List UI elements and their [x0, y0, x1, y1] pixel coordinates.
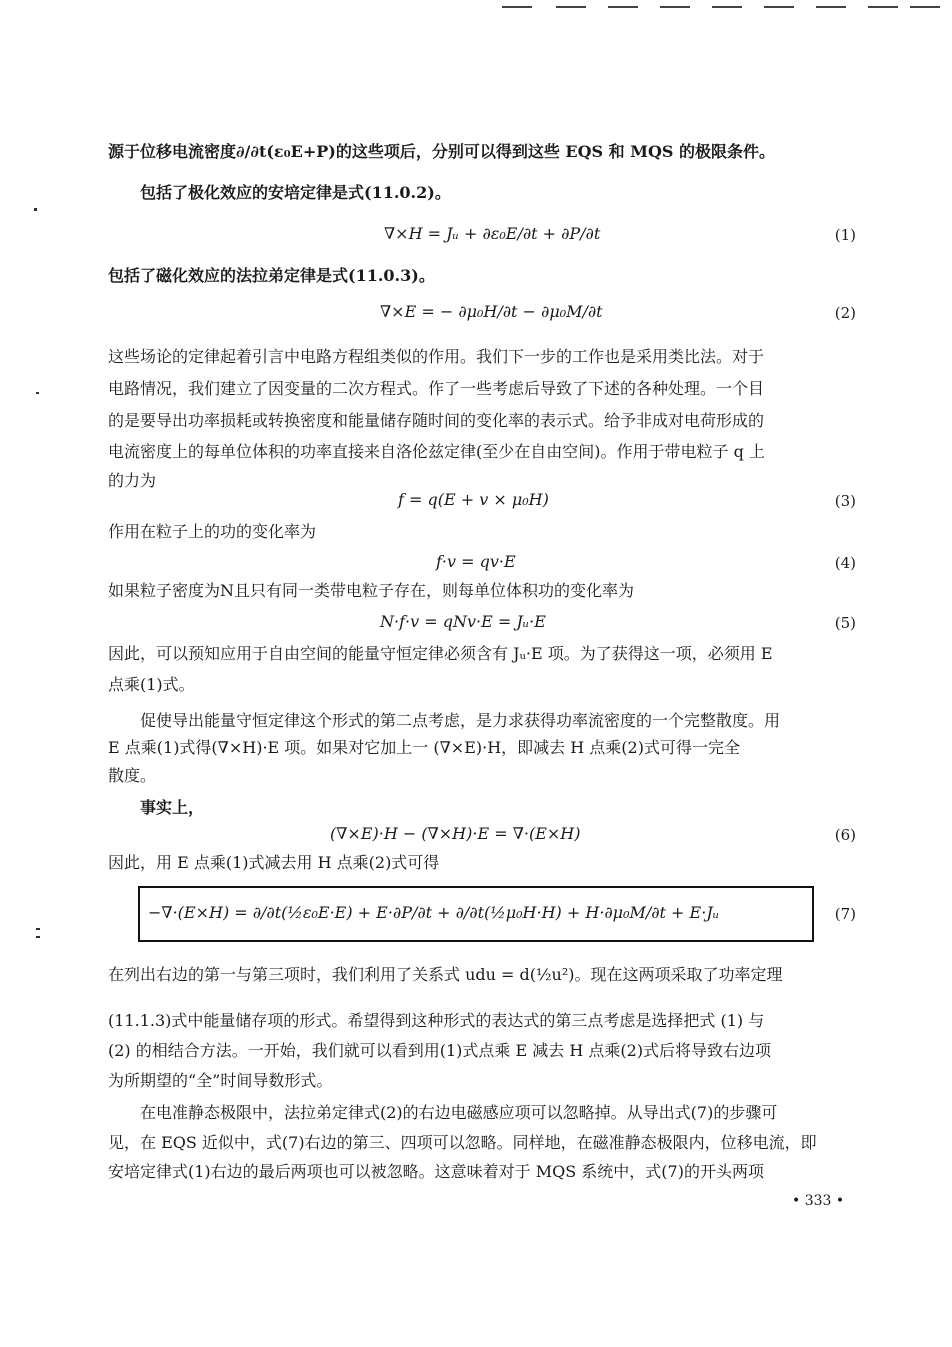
text-line: 电路情况，我们建立了因变量的二次方程式。作了一些考虑后导致了下述的各种处理。一个目: [108, 379, 765, 398]
text-line: 点乘(1)式。: [108, 675, 195, 694]
page-number: • 333 •: [792, 1193, 845, 1209]
text-line: 在电准静态极限中，法拉弟定律式(2)的右边电磁感应项可以忽略掉。从导出式(7)的步骤可: [140, 1103, 778, 1122]
text-line: 事实上，: [140, 798, 205, 817]
text-line: 的是要导出功率损耗或转换密度和能量储存随时间的变化率的表示式。给予非成对电荷形成的: [108, 411, 765, 430]
text-line: E 点乘(1)式得(∇×H)·E 项。如果对它加上一 (∇×E)·H，即减去 H 点乘(2)式可得一完全: [108, 738, 740, 757]
text-line: 包括了磁化效应的法拉弟定律是式(11.0.3)。: [108, 266, 435, 285]
equation-number: (1): [834, 226, 856, 244]
text-line: 如果粒子密度为N且只有同一类带电粒子存在，则每单位体积功的变化率为: [108, 581, 635, 600]
text-line: 促使导出能量守恒定律这个形式的第二点考虑，是力求获得功率流密度的一个完整散度。用: [140, 711, 781, 730]
equation-number: (3): [834, 492, 856, 510]
scan-speck: [36, 928, 40, 930]
equation-number: (6): [834, 826, 856, 844]
equation-number: (5): [834, 614, 856, 632]
text-line: 在列出右边的第一与第三项时，我们利用了关系式 udu = d(½u²)。现在这两项采取了功率定理: [108, 965, 783, 984]
equation: ∇×E = − ∂μ₀H/∂t − ∂μ₀M/∂t: [380, 302, 603, 321]
text-line: 安培定律式(1)右边的最后两项也可以被忽略。这意味着对于 MQS 系统中，式(7)的开头两项: [108, 1162, 764, 1181]
text-line: 见，在 EQS 近似中，式(7)右边的第三、四项可以忽略。同样地，在磁准静态极限内，位移电流，即: [108, 1133, 817, 1152]
equation: (∇×E)·H − (∇×H)·E = ∇·(E×H): [330, 824, 581, 843]
equation: ∇×H = Jᵤ + ∂ε₀E/∂t + ∂P/∂t: [384, 224, 601, 243]
equation-number: (4): [834, 554, 856, 572]
text-line: 包括了极化效应的安培定律是式(11.0.2)。: [140, 183, 451, 202]
text-line: 散度。: [108, 766, 157, 785]
text-line: 源于位移电流密度∂/∂t(ε₀E+P)的这些项后，分别可以得到这些 EQS 和 MQS 的极限条件。: [108, 142, 776, 161]
text-line: (11.1.3)式中能量储存项的形式。希望得到这种形式的表达式的第三点考虑是选择把式 (1) 与: [108, 1011, 765, 1030]
text-line: 因此，可以预知应用于自由空间的能量守恒定律必须含有 Jᵤ·E 项。为了获得这一项，必须用 E: [108, 644, 773, 663]
text-line: (2) 的相结合方法。一开始，我们就可以看到用(1)式点乘 E 减去 H 点乘(2)式后将导致右边项: [108, 1041, 772, 1060]
scan-speck: [34, 208, 37, 211]
equation: f = q(E + v × μ₀H): [398, 490, 549, 509]
text-line: 因此，用 E 点乘(1)式减去用 H 点乘(2)式可得: [108, 853, 440, 872]
equation: f·v = qv·E: [436, 552, 516, 571]
text-line: 作用在粒子上的功的变化率为: [108, 522, 317, 541]
text-line: 为所期望的“全”时间导数形式。: [108, 1071, 333, 1090]
equation: N·f·v = qNv·E = Jᵤ·E: [380, 612, 546, 631]
scan-speck: [36, 936, 40, 938]
equation: −∇·(E×H) = ∂/∂t(½ε₀E·E) + E·∂P/∂t + ∂/∂t(½μ₀H·H) + H·∂μ₀M/∂t + E·Jᵤ: [148, 903, 720, 922]
equation-number: (7): [834, 905, 856, 923]
text-line: 电流密度上的每单位体积的功率直接来自洛伦兹定律(至少在自由空间)。作用于带电粒子 q 上: [108, 442, 765, 461]
text-line: 的力为: [108, 471, 157, 490]
scan-speck: [36, 392, 39, 394]
text-line: 这些场论的定律起着引言中电路方程组类似的作用。我们下一步的工作也是采用类比法。对于: [108, 347, 765, 366]
equation-number: (2): [834, 304, 856, 322]
